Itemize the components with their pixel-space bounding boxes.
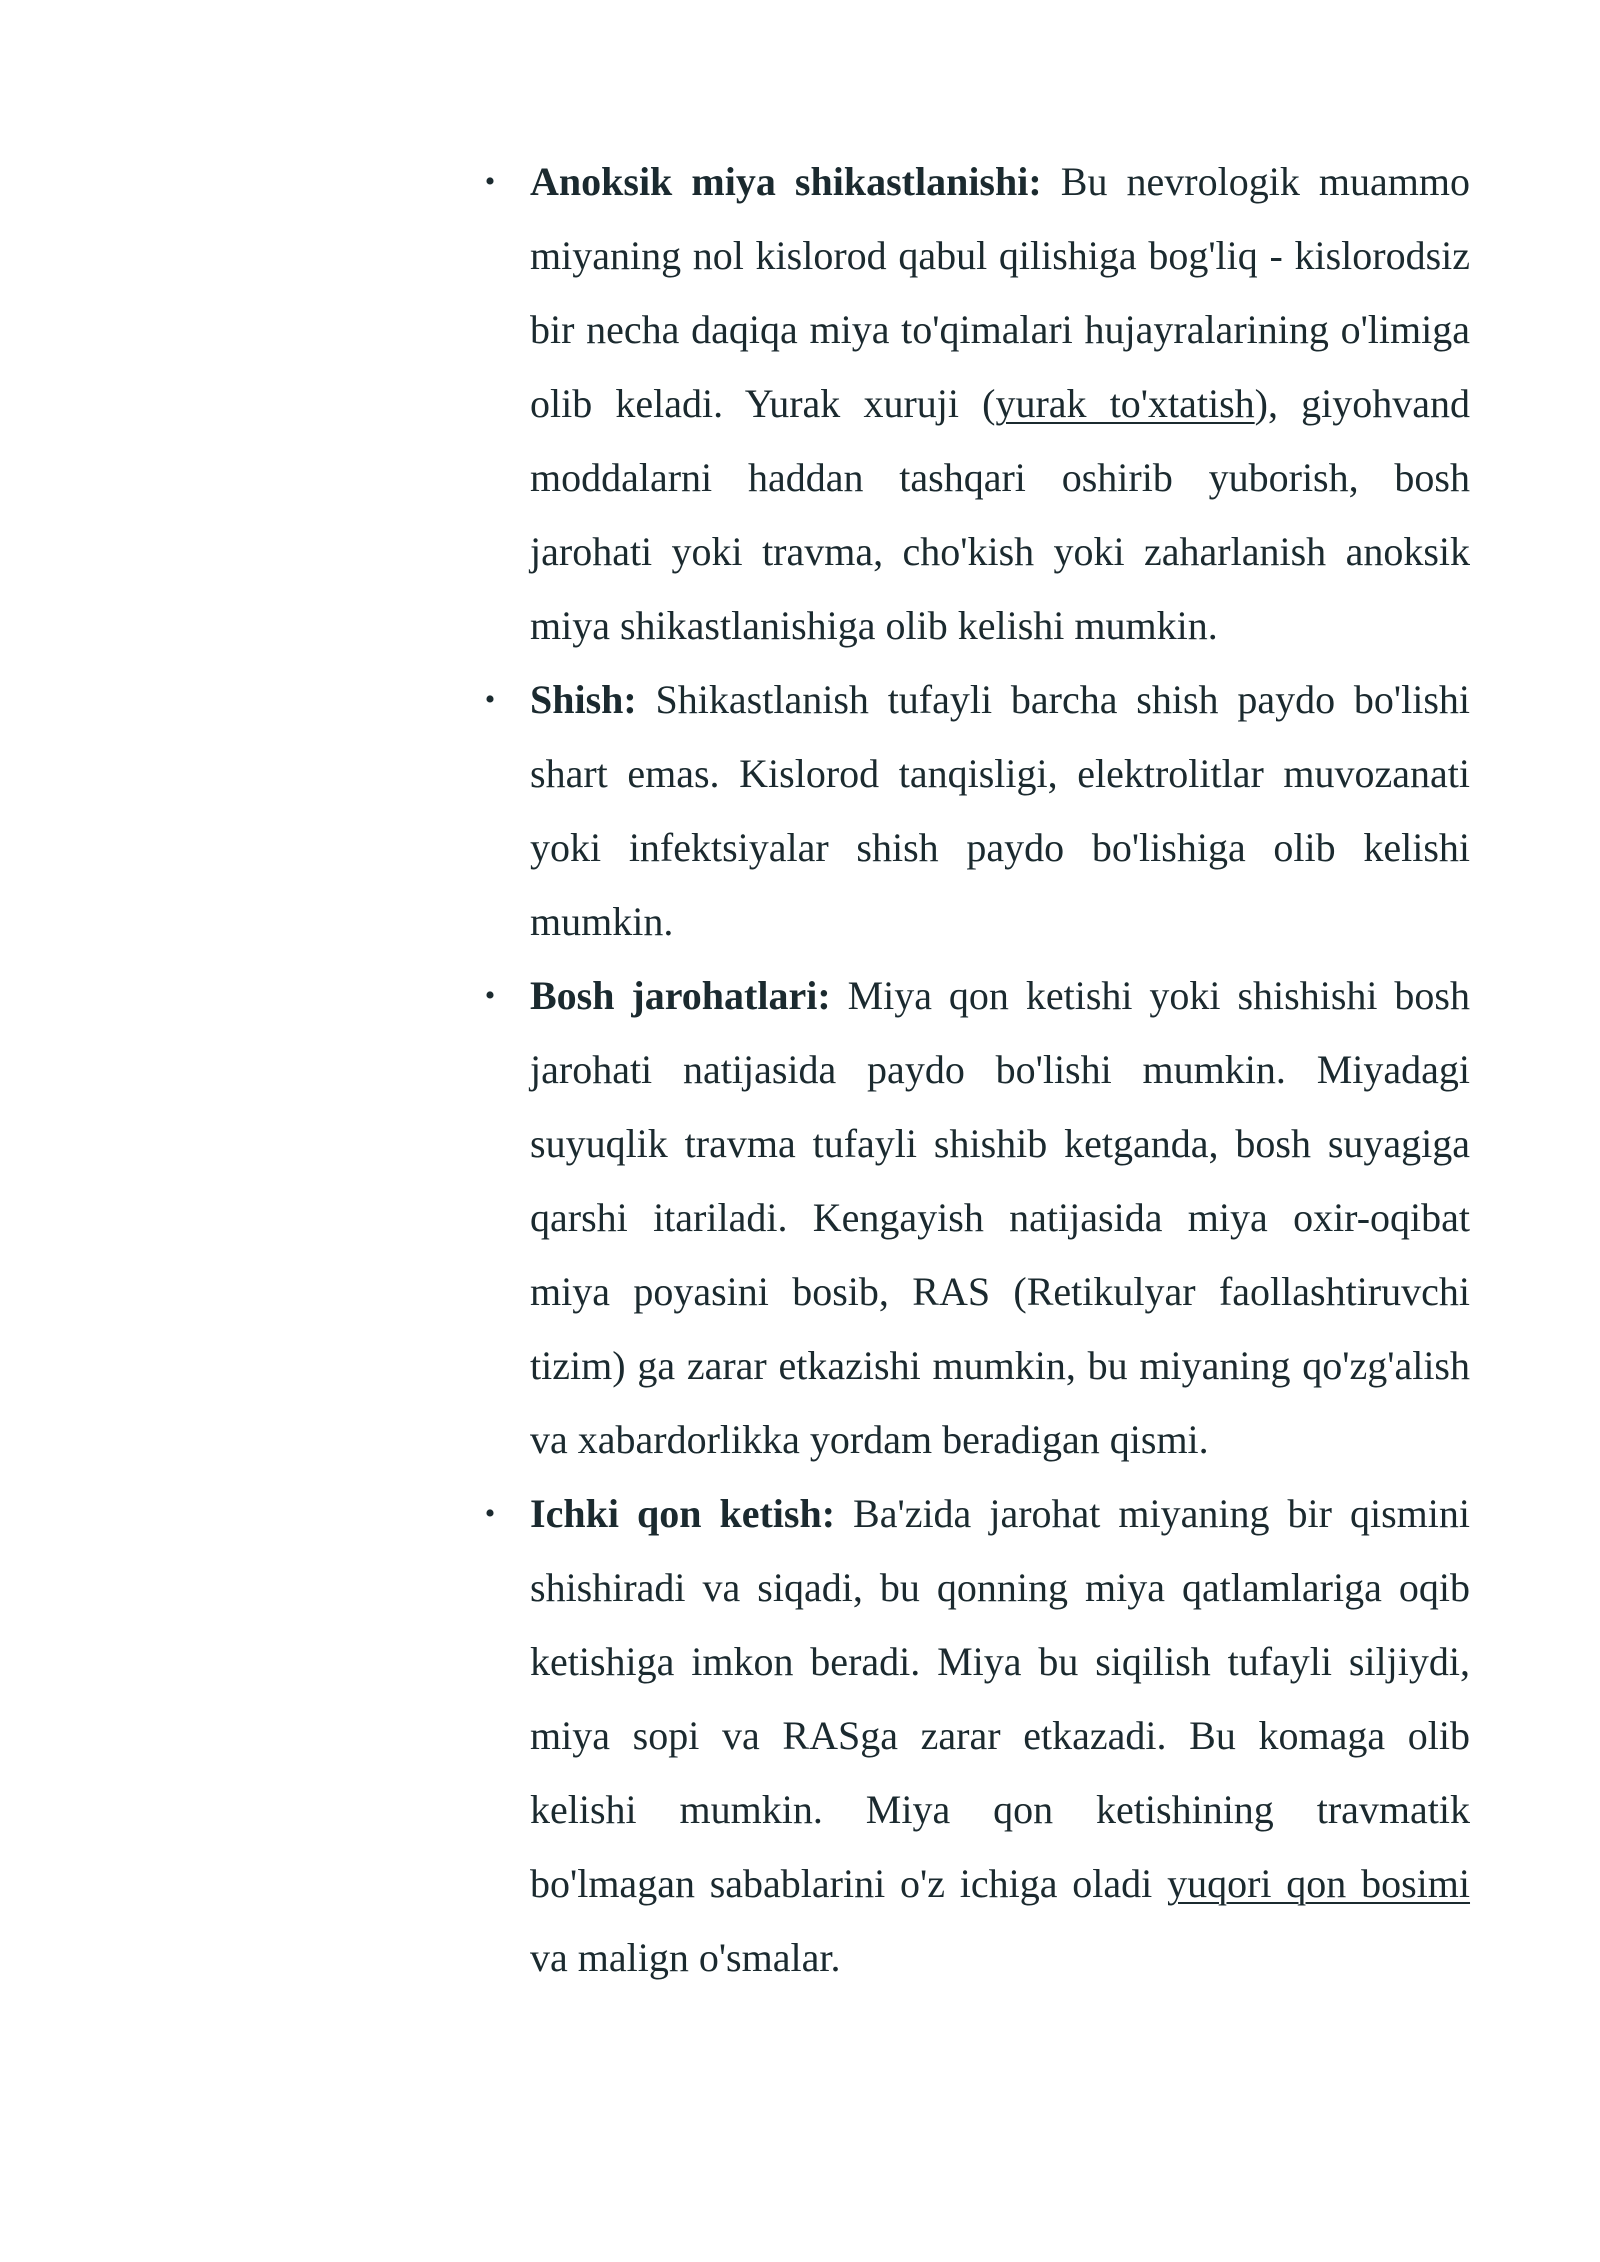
- bullet-icon: •: [484, 165, 496, 198]
- item-text: Bu nevrologik muammo miyaning nol kislorod qabul qilishiga bog'liq - kislorodsiz bir necha daqiqa miya to'qimalari hujayralarining o'limiga olib keladi. Yurak xuruji (: [530, 159, 1471, 426]
- bullet-icon: •: [484, 683, 496, 716]
- item-text: ), giyohvand moddalarni haddan tashqari oshirib yuborish, bosh jarohati yoki travma, cho'kish yoki zaharlanish anoksik miya shikastlanishiga olib kelishi mumkin.: [530, 381, 1471, 648]
- term-label: Bosh jarohatlari:: [530, 973, 831, 1018]
- item-text: va malign o'smalar.: [530, 1935, 841, 1980]
- list-item-anoxic-injury: [484, 145, 1471, 663]
- link-cardiac-arrest[interactable]: yurak to'xtatish: [995, 381, 1255, 426]
- term-label: Shish:: [530, 677, 637, 722]
- document-body: [484, 145, 1471, 1995]
- list-item-head-injuries: [484, 959, 1470, 1477]
- link-high-blood-pressure[interactable]: yuqori qon bosimi: [1167, 1861, 1471, 1906]
- item-text: Shikastlanish tufayli barcha shish paydo bo'lishi shart emas. Kislorod tanqisligi, elektrolitlar muvozanati yoki infektsiyalar shish paydo bo'lishiga olib kelishi mumkin.: [530, 677, 1470, 944]
- list-item-internal-bleeding: [484, 1477, 1471, 1995]
- bullet-icon: •: [484, 979, 496, 1012]
- bullet-list: [484, 145, 1471, 1995]
- term-label: Ichki qon ketish:: [530, 1491, 836, 1536]
- item-text: Ba'zida jarohat miyaning bir qismini shishiradi va siqadi, bu qonning miya qatlamlariga oqib ketishiga imkon beradi. Miya bu siqilish tufayli siljiydi, miya sopi va RASga zarar etkazadi. Bu komaga olib kelishi mumkin. Miya qon ketishining travmatik bo'lmagan sabablarini o'z ichiga oladi: [530, 1491, 1470, 1906]
- item-text: Miya qon ketishi yoki shishishi bosh jarohati natijasida paydo bo'lishi mumkin. Miyadagi suyuqlik travma tufayli shishib ketganda, bosh suyagiga qarshi itariladi. Kengayish natijasida miya oxir-oqibat miya poyasini bosib, RAS (Retikulyar faollashtiruvchi tizim) ga zarar etkazishi mumkin, bu miyaning qo'zg'alish va xabardorlikka yordam beradigan qismi.: [530, 973, 1470, 1462]
- term-label: Anoksik miya shikastlanishi:: [530, 159, 1042, 204]
- list-item-swelling: [484, 663, 1470, 959]
- bullet-icon: •: [484, 1497, 496, 1530]
